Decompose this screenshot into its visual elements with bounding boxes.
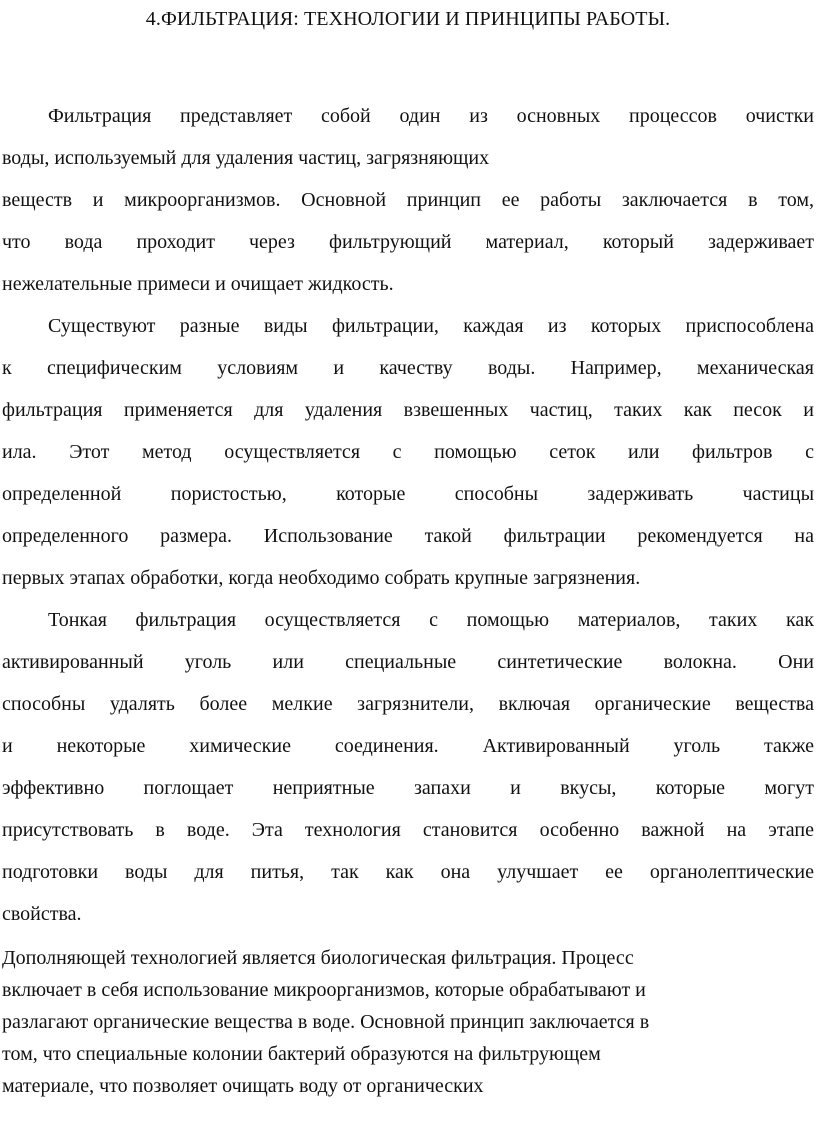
paragraph-line: ила. Этот метод осуществляется с помощью сеток или фильтров с [2,441,814,463]
paragraph-line: что вода проходит через фильтрующий материал, который задерживает [2,231,814,253]
paragraph-line: веществ и микроорганизмов. Основной принцип ее работы заключается в том, [2,189,814,211]
paragraph-line: способны удалять более мелкие загрязнители, включая органические вещества [2,693,814,715]
paragraph-line: определенного размера. Использование такой фильтрации рекомендуется на [2,525,814,547]
paragraph-line: эффективно поглощает неприятные запахи и вкусы, которые могут [2,777,814,799]
paragraph-2 [2,305,814,599]
paragraph-3 [2,599,814,935]
paragraph-line: к специфическим условиям и качеству воды. Например, механическая [2,357,814,379]
paragraph-line: Тонкая фильтрация осуществляется с помощью материалов, таких как [48,609,814,631]
paragraph-line: материале, что позволяет очищать воду от органических [2,1075,484,1097]
paragraph-line: Дополняющей технологией является биологическая фильтрация. Процесс [2,947,634,969]
paragraph-line: включает в себя использование микроорганизмов, которые обрабатывают и [2,979,646,1001]
paragraph-line: нежелательные примеси и очищает жидкость. [2,273,394,295]
paragraph-1 [2,95,814,305]
paragraph-line: воды, используемый для удаления частиц, загрязняющих [2,147,490,169]
paragraph-line: Фильтрация представляет собой один из основных процессов очистки [48,105,814,127]
paragraph-line: свойства. [2,903,82,925]
paragraph-line: определенной пористостью, которые способны задерживать частицы [2,483,814,505]
paragraph-line: разлагают органические вещества в воде. Основной принцип заключается в [2,1011,650,1033]
paragraph-line: присутствовать в воде. Эта технология становится особенно важной на этапе [2,819,814,841]
paragraph-line: первых этапах обработки, когда необходимо собрать крупные загрязнения. [2,567,641,589]
paragraph-line: и некоторые химические соединения. Активированный уголь также [2,735,814,757]
paragraph-line: подготовки воды для питья, так как она улучшает ее органолептические [2,861,814,883]
paragraph-line: фильтрация применяется для удаления взвешенных частиц, таких как песок и [2,399,814,421]
document-body [2,95,814,935]
paragraph-line: активированный уголь или специальные синтетические волокна. Они [2,651,814,673]
paragraph-line: Существуют разные виды фильтрации, каждая из которых приспособлена [48,315,814,337]
paragraph-4 [2,942,814,1102]
document-title: 4.ФИЛЬТРАЦИЯ: ТЕХНОЛОГИИ И ПРИНЦИПЫ РАБОТЫ. [145,8,671,30]
paragraph-line: том, что специальные колонии бактерий образуются на фильтрующем [2,1043,601,1065]
